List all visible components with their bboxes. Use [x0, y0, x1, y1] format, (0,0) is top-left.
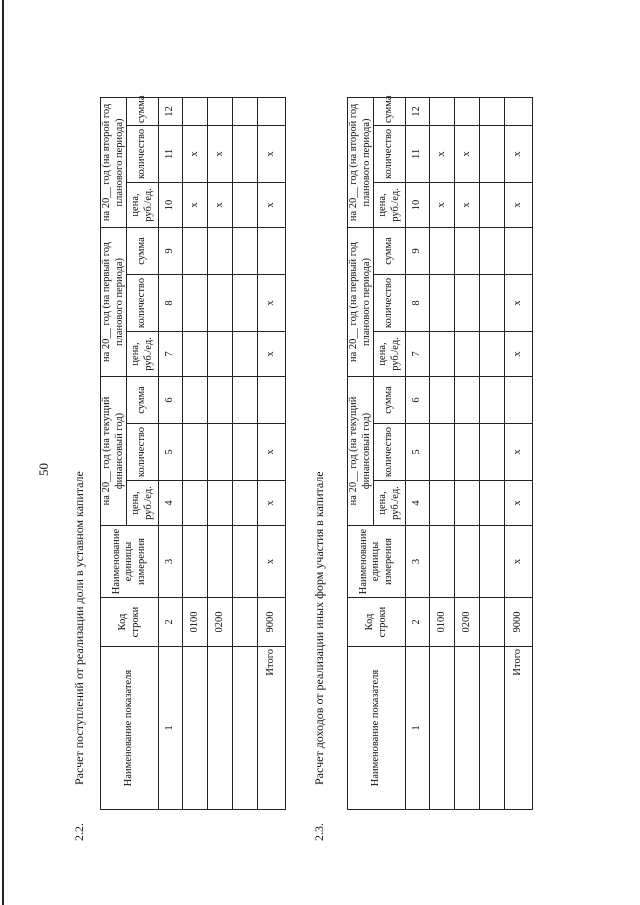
table-cell [183, 424, 208, 481]
table-row [480, 97, 505, 809]
table-cell: 9000 [505, 598, 533, 647]
column-number: 9 [406, 227, 430, 274]
table-cell [183, 97, 208, 125]
column-number: 12 [406, 97, 430, 125]
section-heading [72, 471, 87, 841]
header-subcolumn: цена, руб./ед. [374, 182, 406, 227]
table-cell [430, 274, 455, 331]
table-cell: x [505, 481, 533, 526]
section-heading [312, 471, 327, 841]
column-number: 6 [159, 376, 183, 423]
calculation-table [347, 97, 533, 810]
table-cell [430, 227, 455, 274]
column-number: 5 [406, 424, 430, 481]
table-row [455, 97, 480, 809]
table-cell [430, 424, 455, 481]
header-subcolumn: количество [374, 424, 406, 481]
table-cell: x [505, 331, 533, 376]
header-subcolumn: цена, руб./ед. [127, 182, 159, 227]
calculation-table [100, 97, 286, 810]
table-cell: x [505, 125, 533, 182]
table-cell [455, 227, 480, 274]
column-number: 10 [159, 182, 183, 227]
table-cell: x [455, 125, 480, 182]
table-cell [208, 424, 233, 481]
table-cell: x [505, 424, 533, 481]
table-cell [455, 376, 480, 423]
section-number: 2.3. [312, 823, 326, 841]
table-cell [233, 376, 258, 423]
table-cell [505, 376, 533, 423]
section-title: Расчет доходов от реализации иных форм участия в капитале [312, 471, 326, 785]
table-cell [430, 331, 455, 376]
table-cell [430, 97, 455, 125]
table-cell [455, 526, 480, 598]
table-cell: x [258, 125, 286, 182]
table-cell: x [505, 182, 533, 227]
table-cell: x [258, 526, 286, 598]
header-subcolumn: цена, руб./ед. [127, 481, 159, 526]
table-cell [480, 331, 505, 376]
header-subcolumn: количество [127, 274, 159, 331]
header-subcolumn: сумма [127, 376, 159, 423]
table-cell: x [183, 182, 208, 227]
table-cell [208, 97, 233, 125]
column-number: 1 [406, 647, 430, 810]
table-cell [233, 97, 258, 125]
table-cell [505, 227, 533, 274]
column-number: 7 [159, 331, 183, 376]
table-cell [480, 481, 505, 526]
header-period: на 20__ год (на текущий финансовый год) [348, 376, 374, 525]
table-cell: x [455, 182, 480, 227]
table-cell [480, 97, 505, 125]
table-cell [430, 526, 455, 598]
row-label: Итого [258, 647, 286, 810]
table-cell: x [505, 274, 533, 331]
section-number: 2.2. [72, 823, 86, 841]
table-cell [233, 274, 258, 331]
table-cell: 0100 [183, 598, 208, 647]
table-cell: x [258, 274, 286, 331]
table-cell [233, 125, 258, 182]
column-number: 6 [406, 376, 430, 423]
header-unit: Наименование единицы измерения [348, 526, 406, 598]
header-subcolumn: сумма [127, 97, 159, 125]
table-row [258, 97, 286, 809]
table-cell [183, 227, 208, 274]
table-cell [183, 526, 208, 598]
table-cell [480, 424, 505, 481]
table-cell [480, 376, 505, 423]
header-subcolumn: сумма [374, 227, 406, 274]
table-row [505, 97, 533, 809]
header-period: на 20__ год (на текущий финансовый год) [101, 376, 127, 525]
header-code: Код строки [348, 598, 406, 647]
header-code: Код строки [101, 598, 159, 647]
row-label [430, 647, 455, 810]
row-label [233, 647, 258, 810]
table-cell: 0200 [455, 598, 480, 647]
table-cell [208, 526, 233, 598]
column-number: 9 [159, 227, 183, 274]
column-number: 5 [159, 424, 183, 481]
table-cell [208, 331, 233, 376]
table-cell [208, 274, 233, 331]
header-subcolumn: цена, руб./ед. [374, 331, 406, 376]
table-cell [183, 481, 208, 526]
header-period: на 20__ год (на второй год планового периода) [348, 97, 374, 227]
table-cell: x [208, 125, 233, 182]
table-cell [480, 125, 505, 182]
table-cell [480, 274, 505, 331]
row-label [183, 647, 208, 810]
table-cell: x [505, 526, 533, 598]
row-label [208, 647, 233, 810]
table-cell [455, 331, 480, 376]
column-number: 3 [406, 526, 430, 598]
table-cell [233, 481, 258, 526]
table-cell [233, 227, 258, 274]
table-cell [208, 376, 233, 423]
table-row [183, 97, 208, 809]
column-number: 4 [159, 481, 183, 526]
table-cell: x [258, 182, 286, 227]
table-cell [480, 526, 505, 598]
table-cell [208, 481, 233, 526]
table-cell: x [430, 125, 455, 182]
table-cell [455, 97, 480, 125]
table-cell [480, 598, 505, 647]
table-cell [480, 227, 505, 274]
header-subcolumn: количество [127, 125, 159, 182]
page-number: 50 [36, 463, 51, 476]
table-cell [208, 227, 233, 274]
column-number: 12 [159, 97, 183, 125]
column-number: 11 [159, 125, 183, 182]
header-indicator: Наименование показателя [348, 647, 406, 810]
header-subcolumn: сумма [374, 97, 406, 125]
table-row [208, 97, 233, 809]
header-subcolumn: цена, руб./ед. [374, 481, 406, 526]
table-cell [233, 598, 258, 647]
table-cell [455, 481, 480, 526]
column-number: 3 [159, 526, 183, 598]
header-period: на 20__ год (на первый год планового периода) [348, 227, 374, 376]
table-cell: x [183, 125, 208, 182]
table-cell: x [430, 182, 455, 227]
header-subcolumn: количество [374, 125, 406, 182]
column-number: 2 [406, 598, 430, 647]
header-period: на 20__ год (на первый год планового периода) [101, 227, 127, 376]
table-cell: x [208, 182, 233, 227]
header-subcolumn: количество [127, 424, 159, 481]
table-cell [183, 331, 208, 376]
table-cell [233, 182, 258, 227]
column-number: 1 [159, 647, 183, 810]
row-label: Итого [505, 647, 533, 810]
column-number: 8 [159, 274, 183, 331]
table-cell [430, 376, 455, 423]
header-subcolumn: сумма [374, 376, 406, 423]
table-cell [258, 376, 286, 423]
column-number: 8 [406, 274, 430, 331]
table-cell [183, 376, 208, 423]
table-cell [183, 274, 208, 331]
table-cell [233, 424, 258, 481]
header-period: на 20__ год (на второй год планового периода) [101, 97, 127, 227]
column-number: 7 [406, 331, 430, 376]
table-cell [233, 526, 258, 598]
column-number: 4 [406, 481, 430, 526]
column-number: 2 [159, 598, 183, 647]
table-cell: 9000 [258, 598, 286, 647]
header-subcolumn: количество [374, 274, 406, 331]
table-cell [480, 182, 505, 227]
table-cell [258, 227, 286, 274]
header-subcolumn: сумма [127, 227, 159, 274]
column-number: 10 [406, 182, 430, 227]
row-label [480, 647, 505, 810]
row-label [455, 647, 480, 810]
table-cell: x [258, 424, 286, 481]
table-cell [455, 274, 480, 331]
table-cell: x [258, 331, 286, 376]
table-cell: x [258, 481, 286, 526]
table-cell: 0200 [208, 598, 233, 647]
header-subcolumn: цена, руб./ед. [127, 331, 159, 376]
header-indicator: Наименование показателя [101, 647, 159, 810]
header-unit: Наименование единицы измерения [101, 526, 159, 598]
table-cell [258, 97, 286, 125]
table-cell [505, 97, 533, 125]
table-cell [233, 331, 258, 376]
table-cell [455, 424, 480, 481]
table-row [233, 97, 258, 809]
table-cell: 0100 [430, 598, 455, 647]
section-title: Расчет поступлений от реализации доли в уставном капитале [72, 471, 86, 785]
column-number: 11 [406, 125, 430, 182]
table-cell [430, 481, 455, 526]
table-row [430, 97, 455, 809]
